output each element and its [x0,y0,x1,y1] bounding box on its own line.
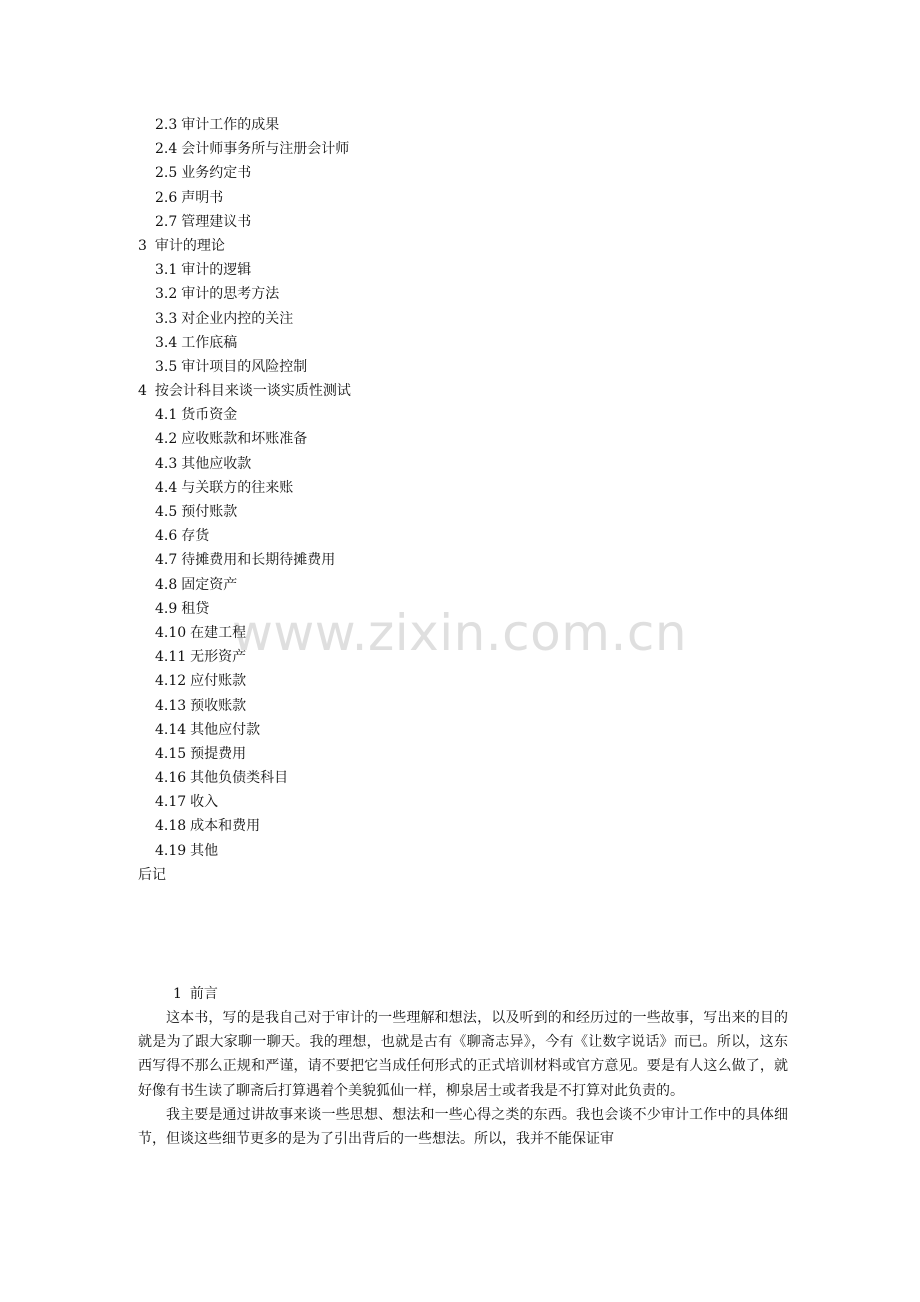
toc-item [138,476,838,500]
toc-item-title: 审计的逻辑 [181,262,252,279]
toc-item [138,742,838,766]
toc-item-number: 4.10 [155,624,187,641]
toc-item-title: 成本和费用 [190,818,261,835]
toc-item-number: 4.1 [155,407,178,424]
toc-item-title: 预提费用 [190,745,247,762]
toc-item-number: 3.3 [155,310,178,327]
toc-item-number: 2.5 [155,165,178,182]
toc-item [138,694,838,718]
toc-item-title: 在建工程 [190,624,247,641]
toc-item [138,718,838,742]
toc-item-title: 对企业内控的关注 [181,310,294,327]
toc-item-title: 其他应收款 [181,455,252,472]
toc-item-title: 审计的理论 [154,237,225,254]
toc-item [138,790,838,814]
toc-item-number: 4 [138,383,147,400]
toc-item-number: 3.4 [155,334,178,351]
toc-item [138,258,838,282]
toc-item-title: 货币资金 [181,407,238,424]
toc-item [138,548,838,572]
toc-item-title: 审计项目的风险控制 [181,358,308,375]
toc-item [138,645,838,669]
toc-item [138,355,838,379]
section-title: 前言 [189,986,218,1002]
toc-item [138,597,838,621]
toc-item-number: 4.3 [155,455,178,472]
toc-item-number: 4.9 [155,600,178,617]
toc-item-title: 无形资产 [190,649,247,666]
toc-item [138,331,838,355]
toc-item [138,403,838,427]
toc-item-title: 其他应付款 [190,721,261,738]
toc-item-number: 3 [138,237,147,254]
toc-item-title: 应付账款 [190,673,247,690]
toc-item-title: 工作底稿 [181,334,238,351]
toc-item-title: 预收账款 [190,697,247,714]
toc-item [138,573,838,597]
toc-item [138,210,838,234]
toc-item [138,379,838,403]
toc-item-number: 4.13 [155,697,187,714]
toc-item-number: 4.18 [155,818,187,835]
toc-item [138,621,838,645]
toc-item-number: 2.7 [155,213,178,230]
toc-item-title: 收入 [190,794,219,811]
toc-item-title: 固定资产 [181,576,238,593]
section-number: 1 [173,986,182,1002]
toc-item-title: 审计工作的成果 [181,117,280,133]
toc-item-number: 2.3 [155,117,178,133]
toc-item-title: 存货 [181,528,210,545]
toc-item [138,839,838,863]
toc-item-title: 业务约定书 [181,165,252,182]
toc-item [138,282,838,306]
toc-item [138,234,838,258]
toc-item-title: 应收账款和坏账准备 [181,431,308,448]
toc-item-number: 4.19 [155,842,187,859]
toc-item-title: 管理建议书 [181,213,252,230]
paragraph: 这本书，写的是我自己对于审计的一些理解和想法，以及听到的和经历过的一些故事，写出来的目的就是为了跟大家聊一聊天。我的理想，也就是古有《聊斋志异》，今有《让数字说话》而已。所以，这东西写得不那么正规和严谨，请不要把它当成任何形式的正式培训材料或官方意见。要是有人这么做了，就好像有书生读了聊斋后打算遇着个美貌狐仙一样，柳泉居士或者我是不打算对此负责的。 [138,1010,788,1099]
toc-item-title: 后记 [138,866,166,883]
toc-item [138,452,838,476]
toc-item-title: 其他 [190,842,219,859]
toc-item-title: 其他负债类科目 [190,770,289,787]
toc-item-number: 4.8 [155,576,178,593]
toc-item-title: 声明书 [181,189,224,206]
toc-item-title: 会计师事务所与注册会计师 [181,141,350,158]
toc-item [138,524,838,548]
preface-section [138,982,788,1151]
toc-item [138,669,838,693]
toc-item [138,814,838,838]
toc-item-number: 2.4 [155,141,178,158]
toc-item [138,427,838,451]
toc-item-number: 3.1 [155,262,178,279]
toc-item [138,161,838,185]
toc-item-title: 待摊费用和长期待摊费用 [181,552,336,569]
toc-item-number: 2.6 [155,189,178,206]
toc-item-title: 审计的思考方法 [181,286,280,303]
toc-item [138,113,838,137]
toc-item-number: 4.12 [155,673,187,690]
toc-item [138,186,838,210]
toc-item-number: 3.5 [155,358,178,375]
toc-item-number: 4.7 [155,552,178,569]
toc-item-title: 按会计科目来谈一谈实质性测试 [154,383,351,400]
toc-item [138,863,838,887]
toc-item [138,307,838,331]
toc-item [138,500,838,524]
toc-item-title: 租贷 [181,600,210,617]
toc-item-number: 4.4 [155,479,178,496]
toc-item [138,137,838,161]
toc-item-title: 与关联方的往来账 [181,479,294,496]
toc-item-number: 4.2 [155,431,178,448]
toc-item-number: 3.2 [155,286,178,303]
toc-item-number: 4.15 [155,745,187,762]
toc-item-title: 预付账款 [181,504,238,520]
paragraph: 我主要是通过讲故事来谈一些思想、想法和一些心得之类的东西。我也会谈不少审计工作中的具体细节，但谈这些细节更多的是为了引出背后的一些想法。所以，我并不能保证审 [138,1106,788,1148]
toc-item-number: 4.5 [155,504,178,520]
table-of-contents [138,113,838,887]
toc-item-number: 4.11 [155,649,187,666]
toc-item-number: 4.6 [155,528,178,545]
watermark: www.zixin.com.cn [232,604,688,662]
section-heading [138,982,788,1006]
toc-item-number: 4.14 [155,721,187,738]
toc-item-number: 4.17 [155,794,187,811]
toc-item [138,766,838,790]
toc-item-number: 4.16 [155,770,187,787]
